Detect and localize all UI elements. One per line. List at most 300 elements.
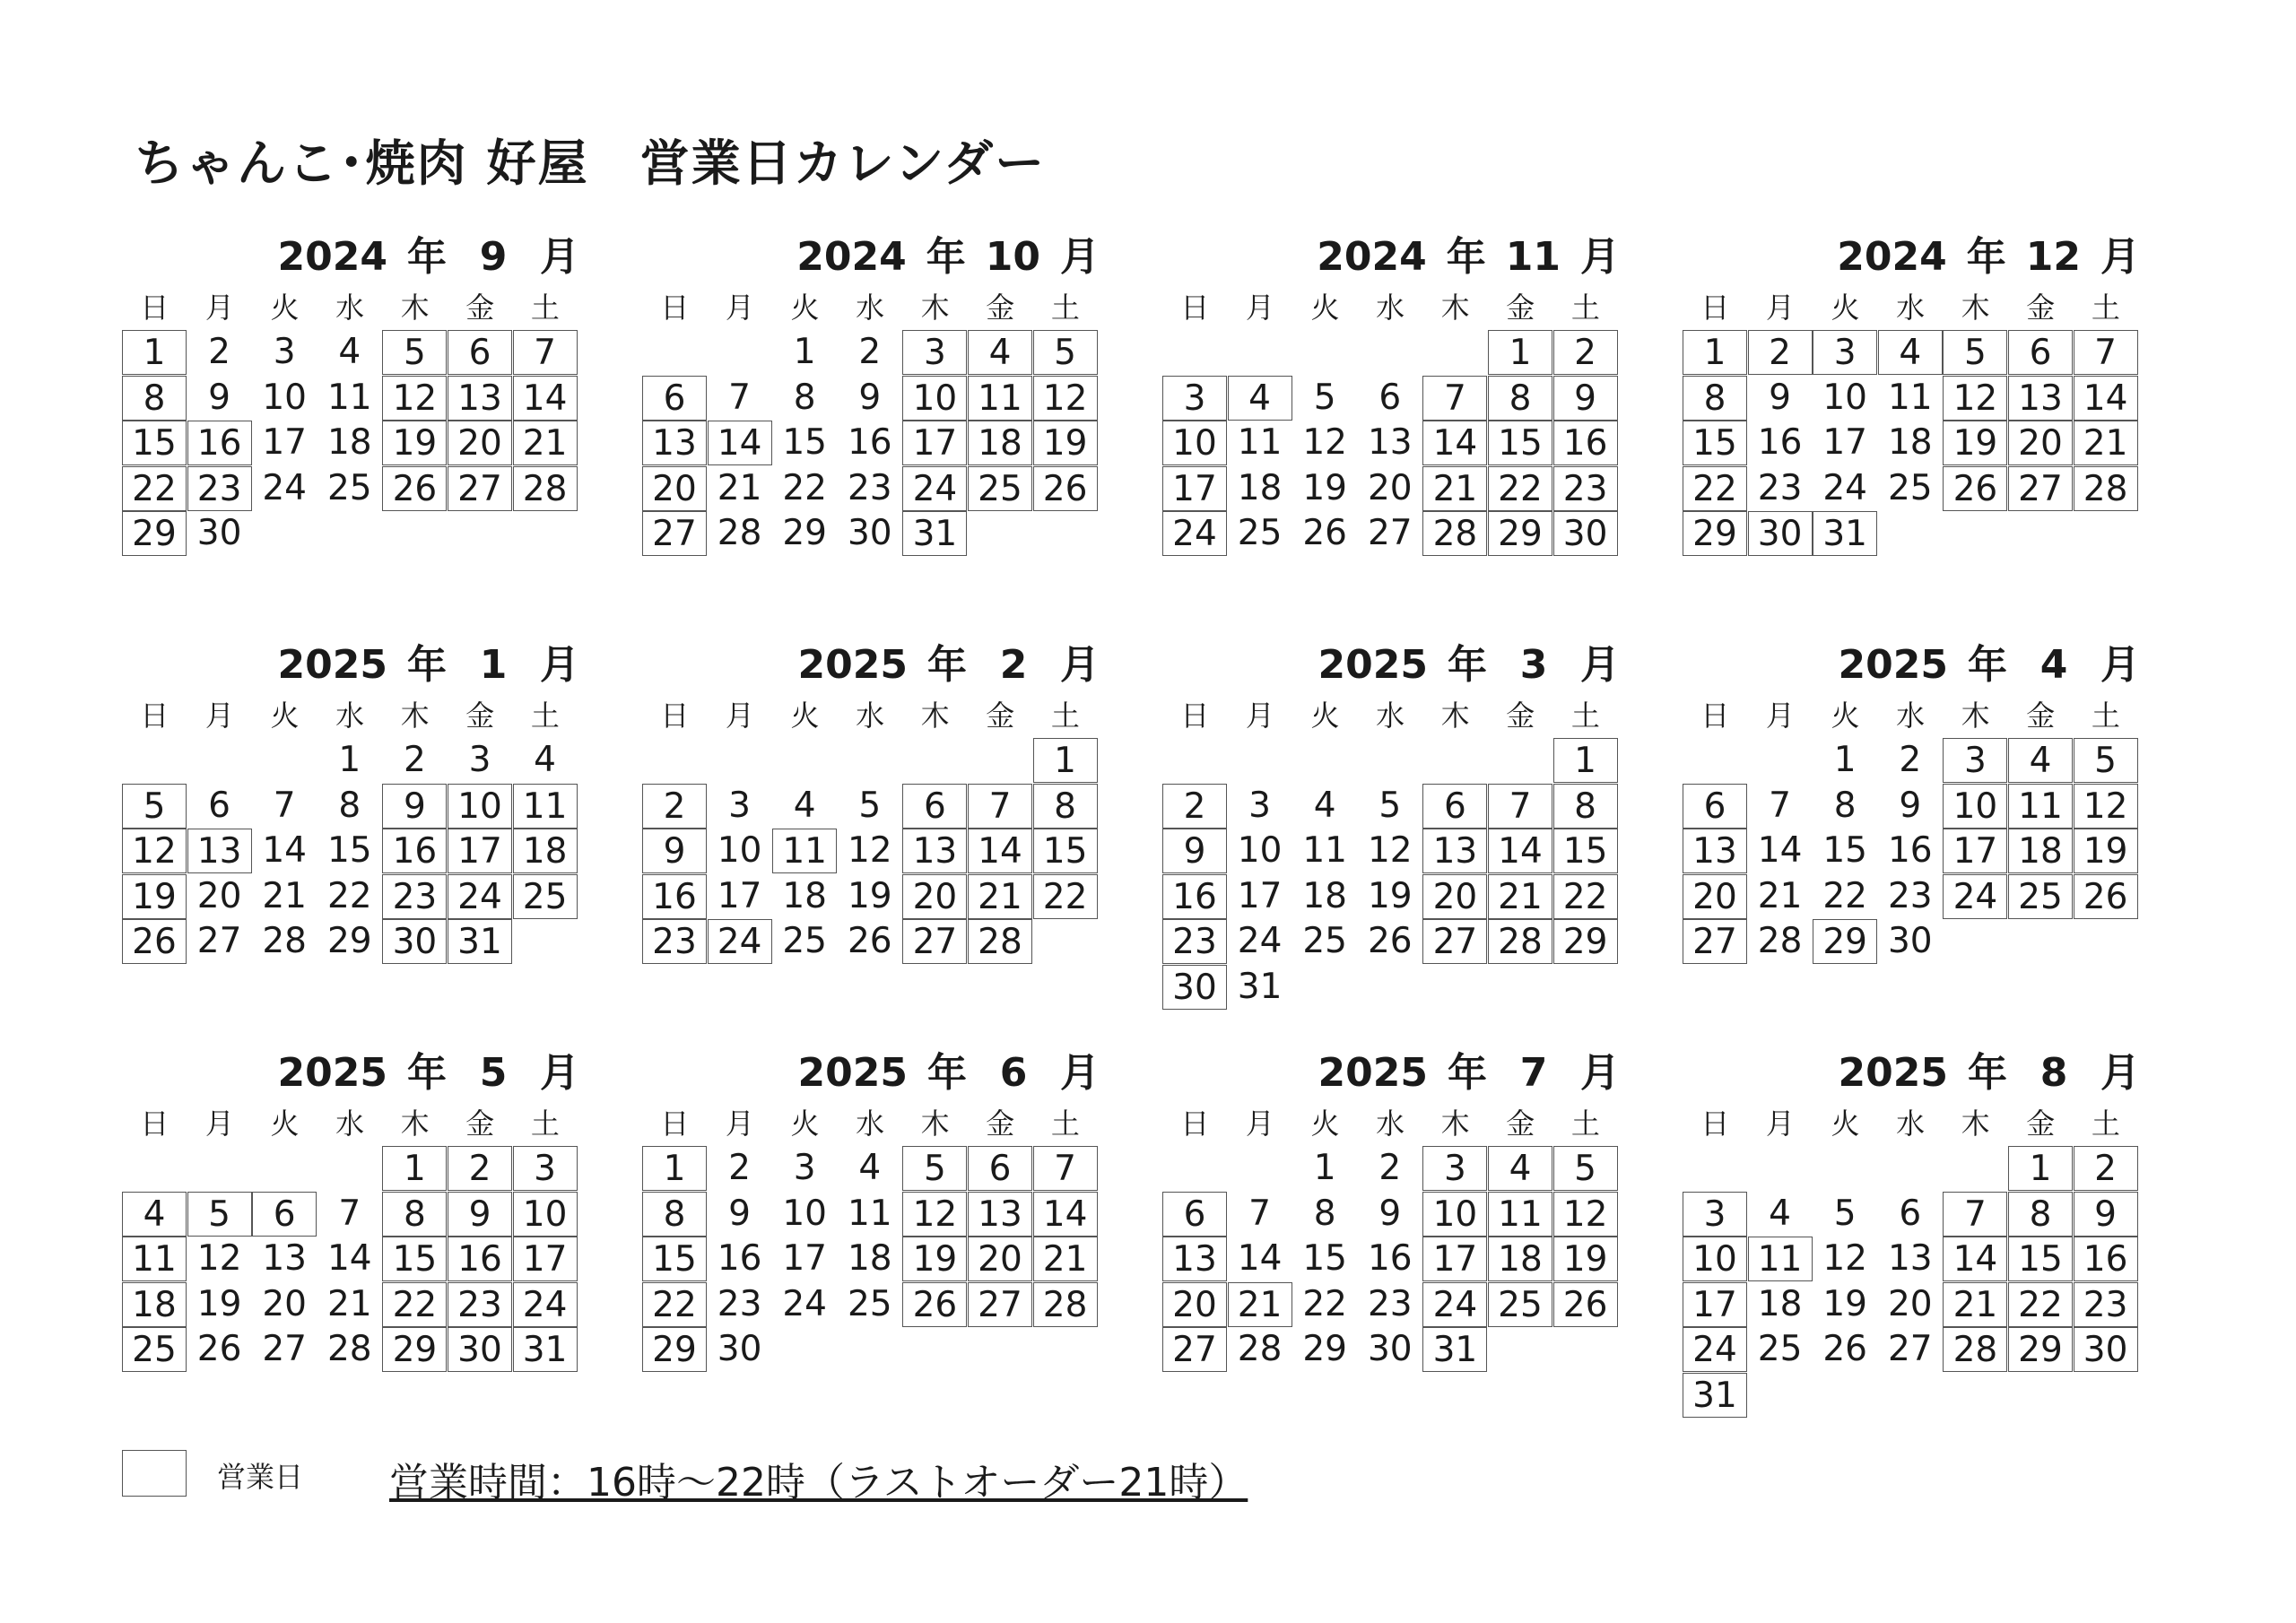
weekday-label: 木 bbox=[400, 699, 430, 733]
day-cell-open: 10 bbox=[448, 784, 512, 829]
weekday-label: 日 bbox=[1180, 291, 1210, 325]
day-cell: 19 bbox=[1302, 467, 1347, 508]
day-cell-open: 28 bbox=[1488, 919, 1552, 964]
day-cell-open: 4 bbox=[1228, 376, 1292, 421]
day-cell: 6 bbox=[1899, 1193, 1922, 1234]
day-cell: 13 bbox=[1887, 1238, 1933, 1279]
weekday-label: 土 bbox=[1050, 1107, 1080, 1141]
month-header bbox=[1839, 1040, 2140, 1094]
day-cell: 21 bbox=[326, 1283, 372, 1324]
month-header bbox=[798, 632, 1100, 686]
day-cell-open: 27 bbox=[1683, 919, 1747, 964]
weekday-label: 水 bbox=[1896, 1107, 1926, 1141]
day-cell: 30 bbox=[847, 513, 892, 553]
day-cell: 8 bbox=[793, 377, 816, 418]
day-cell-open: 18 bbox=[122, 1282, 187, 1327]
day-cell: 11 bbox=[847, 1193, 892, 1234]
day-cell-open: 13 bbox=[1683, 829, 1747, 873]
day-cell: 10 bbox=[782, 1193, 827, 1234]
day-cell-open: 22 bbox=[2008, 1282, 2073, 1327]
day-cell-open: 26 bbox=[122, 919, 187, 964]
day-cell-open: 13 bbox=[642, 421, 707, 465]
month-header bbox=[278, 632, 579, 686]
day-cell-open: 11 bbox=[1748, 1237, 1813, 1281]
day-cell-open: 24 bbox=[1683, 1327, 1747, 1372]
weekday-label: 火 bbox=[790, 1107, 820, 1141]
day-cell: 17 bbox=[717, 875, 762, 916]
weekday-label: 月 bbox=[204, 699, 234, 733]
day-cell-open: 24 bbox=[513, 1282, 578, 1327]
day-cell: 18 bbox=[1887, 422, 1933, 463]
weekday-label: 水 bbox=[1376, 291, 1405, 325]
day-cell-open: 8 bbox=[382, 1192, 447, 1237]
month-calendar bbox=[642, 224, 1100, 610]
page-title: ちゃんこ･焼肉 好屋 営業日カレンダー bbox=[135, 135, 1047, 192]
day-cell-open: 30 bbox=[1748, 511, 1813, 556]
day-cell-open: 16 bbox=[642, 874, 707, 919]
weekday-label: 火 bbox=[1831, 1107, 1860, 1141]
day-cell-open: 3 bbox=[1162, 376, 1227, 421]
day-cell: 24 bbox=[1822, 467, 1867, 508]
day-cell: 25 bbox=[782, 921, 827, 961]
day-cell-open: 29 bbox=[1813, 919, 1877, 964]
year-suffix: 年 bbox=[1966, 234, 2006, 280]
month-number: 3 bbox=[1519, 642, 1548, 688]
day-cell: 15 bbox=[782, 422, 827, 463]
day-cell-open: 5 bbox=[1943, 330, 2007, 375]
month-suffix: 月 bbox=[1060, 1050, 1100, 1096]
month-year: 2024 bbox=[277, 234, 387, 280]
weekday-label: 月 bbox=[725, 291, 754, 325]
weekday-label: 月 bbox=[1245, 699, 1274, 733]
day-cell-open: 17 bbox=[1943, 829, 2007, 873]
year-suffix: 年 bbox=[1968, 642, 2007, 688]
day-cell: 6 bbox=[1378, 377, 1402, 418]
day-cell: 17 bbox=[262, 422, 307, 463]
month-year: 2025 bbox=[277, 1050, 387, 1096]
day-cell: 7 bbox=[338, 1193, 361, 1234]
month-number: 5 bbox=[479, 1050, 508, 1096]
month-header bbox=[1318, 632, 1620, 686]
day-cell-open: 9 bbox=[1553, 376, 1618, 421]
day-cell-open: 14 bbox=[968, 829, 1032, 873]
day-cell-open: 6 bbox=[448, 330, 512, 375]
day-cell-open: 3 bbox=[1813, 330, 1877, 375]
month-number: 12 bbox=[2025, 234, 2081, 280]
day-cell-open: 22 bbox=[1488, 466, 1552, 511]
day-cell-open: 5 bbox=[902, 1146, 967, 1191]
day-cell: 14 bbox=[1237, 1238, 1283, 1279]
month-year: 2025 bbox=[797, 642, 908, 688]
day-cell-open: 6 bbox=[642, 376, 707, 421]
weekday-header bbox=[122, 693, 579, 733]
day-cell: 2 bbox=[728, 1148, 751, 1188]
day-cell-open: 17 bbox=[902, 421, 967, 465]
day-cell: 8 bbox=[1313, 1193, 1336, 1234]
weekday-header bbox=[1683, 1101, 2140, 1141]
day-cell: 23 bbox=[1367, 1283, 1413, 1324]
year-suffix: 年 bbox=[1446, 234, 1486, 280]
weekday-label: 日 bbox=[1700, 699, 1730, 733]
day-cell-open: 6 bbox=[902, 784, 967, 829]
day-cell-open: 29 bbox=[1553, 919, 1618, 964]
day-cell-open: 14 bbox=[1033, 1192, 1098, 1237]
day-cell-open: 20 bbox=[2008, 421, 2073, 465]
day-cell: 4 bbox=[1769, 1193, 1791, 1234]
day-cell: 29 bbox=[1302, 1329, 1347, 1369]
day-cell-open: 10 bbox=[1683, 1237, 1747, 1281]
day-cell: 11 bbox=[1302, 830, 1347, 871]
day-cell-open: 22 bbox=[1553, 874, 1618, 919]
weekday-label: 金 bbox=[986, 1107, 1015, 1141]
day-cell: 2 bbox=[858, 332, 882, 372]
day-cell-open: 7 bbox=[513, 330, 578, 375]
day-cell: 13 bbox=[262, 1238, 307, 1279]
day-cell-open: 1 bbox=[1033, 738, 1098, 783]
weekday-label: 水 bbox=[1896, 699, 1926, 733]
month-calendar bbox=[122, 1040, 579, 1426]
weekday-label: 火 bbox=[1310, 291, 1340, 325]
day-cell-open: 3 bbox=[513, 1146, 578, 1191]
day-cell-open: 27 bbox=[968, 1282, 1032, 1327]
weekday-label: 日 bbox=[660, 291, 690, 325]
month-calendar bbox=[1683, 1040, 2140, 1426]
day-cell-open: 8 bbox=[1553, 784, 1618, 829]
day-cell: 9 bbox=[208, 377, 230, 418]
weekday-label: 木 bbox=[920, 291, 950, 325]
day-cell: 28 bbox=[1237, 1329, 1283, 1369]
day-cell: 18 bbox=[847, 1238, 892, 1279]
day-cell-open: 1 bbox=[2008, 1146, 2073, 1191]
month-calendar bbox=[1162, 1040, 1620, 1426]
weekday-label: 水 bbox=[856, 699, 885, 733]
weekday-label: 日 bbox=[1700, 1107, 1730, 1141]
weekday-label: 水 bbox=[856, 291, 885, 325]
month-number: 9 bbox=[479, 234, 508, 280]
day-cell-open: 3 bbox=[1422, 1146, 1487, 1191]
day-cell: 21 bbox=[717, 467, 762, 508]
day-cell-open: 23 bbox=[642, 919, 707, 964]
day-cell: 16 bbox=[1757, 422, 1803, 463]
day-cell: 29 bbox=[326, 921, 372, 961]
day-cell: 8 bbox=[338, 785, 361, 826]
day-cell-open: 28 bbox=[2074, 466, 2138, 511]
day-cell-open: 8 bbox=[642, 1192, 707, 1237]
day-cell-open: 21 bbox=[1422, 466, 1487, 511]
day-cell-open: 1 bbox=[1488, 330, 1552, 375]
day-cell: 1 bbox=[793, 332, 816, 372]
day-cell-open: 8 bbox=[1488, 376, 1552, 421]
month-calendar bbox=[122, 224, 579, 610]
day-cell: 20 bbox=[1367, 467, 1413, 508]
day-cell: 23 bbox=[717, 1283, 762, 1324]
weekday-header bbox=[1162, 1101, 1620, 1141]
day-cell: 7 bbox=[728, 377, 751, 418]
month-year: 2025 bbox=[1318, 1050, 1428, 1096]
day-cell-open: 14 bbox=[2074, 376, 2138, 421]
day-cell-open: 20 bbox=[642, 466, 707, 511]
day-cell: 4 bbox=[338, 332, 361, 372]
weekday-label: 金 bbox=[986, 291, 1015, 325]
day-cell-open: 31 bbox=[902, 511, 967, 556]
day-cell-open: 18 bbox=[1488, 1237, 1552, 1281]
day-cell: 29 bbox=[782, 513, 827, 553]
day-cell-open: 9 bbox=[448, 1192, 512, 1237]
day-cell: 19 bbox=[1367, 875, 1413, 916]
day-cell-open: 7 bbox=[1488, 784, 1552, 829]
day-cell: 20 bbox=[262, 1283, 307, 1324]
weekday-label: 月 bbox=[725, 699, 754, 733]
month-suffix: 月 bbox=[540, 642, 579, 688]
day-cell-open: 23 bbox=[448, 1282, 512, 1327]
day-cell: 21 bbox=[1757, 875, 1803, 916]
weekday-label: 金 bbox=[465, 291, 495, 325]
day-cell: 3 bbox=[468, 740, 491, 780]
day-cell: 18 bbox=[1237, 467, 1283, 508]
weekday-label: 日 bbox=[660, 1107, 690, 1141]
day-cell-open: 29 bbox=[642, 1327, 707, 1372]
day-cell-open: 1 bbox=[1553, 738, 1618, 783]
day-cell-open: 5 bbox=[187, 1192, 252, 1237]
day-cell: 7 bbox=[273, 785, 296, 826]
weekday-label: 木 bbox=[920, 699, 950, 733]
weekday-label: 木 bbox=[1440, 291, 1470, 325]
month-number: 11 bbox=[1505, 234, 1561, 280]
day-cell-open: 13 bbox=[902, 829, 967, 873]
weekday-label: 土 bbox=[2091, 699, 2120, 733]
year-suffix: 年 bbox=[407, 234, 447, 280]
day-cell-open: 15 bbox=[1683, 421, 1747, 465]
day-cell-open: 31 bbox=[513, 1327, 578, 1372]
month-year: 2025 bbox=[1318, 642, 1428, 688]
year-suffix: 年 bbox=[407, 1050, 447, 1096]
day-cell: 11 bbox=[1237, 422, 1283, 463]
month-number: 8 bbox=[2039, 1050, 2068, 1096]
weekday-label: 水 bbox=[1896, 291, 1926, 325]
month-year: 2024 bbox=[796, 234, 907, 280]
day-cell: 18 bbox=[326, 422, 372, 463]
day-cell-open: 13 bbox=[448, 376, 512, 421]
day-cell: 23 bbox=[1887, 875, 1933, 916]
day-cell-open: 13 bbox=[187, 829, 252, 873]
day-cell: 12 bbox=[196, 1238, 242, 1279]
day-cell-open: 12 bbox=[2074, 784, 2138, 829]
day-cell-open: 9 bbox=[642, 829, 707, 873]
month-suffix: 月 bbox=[2100, 642, 2140, 688]
day-cell-open: 25 bbox=[2008, 874, 2073, 919]
day-cell-open: 3 bbox=[1683, 1192, 1747, 1237]
day-cell-open: 24 bbox=[1422, 1282, 1487, 1327]
day-cell-open: 25 bbox=[122, 1327, 187, 1372]
day-cell: 7 bbox=[1248, 1193, 1271, 1234]
day-cell-open: 7 bbox=[2074, 330, 2138, 375]
day-cell-open: 16 bbox=[1162, 874, 1227, 919]
day-cell-open: 30 bbox=[1162, 965, 1227, 1010]
day-cell-open: 21 bbox=[1488, 874, 1552, 919]
day-cell-open: 31 bbox=[448, 919, 512, 964]
day-cell-open: 6 bbox=[1422, 784, 1487, 829]
day-cell-open: 18 bbox=[968, 421, 1032, 465]
year-suffix: 年 bbox=[927, 1050, 967, 1096]
day-cell-open: 27 bbox=[642, 511, 707, 556]
day-cell: 26 bbox=[196, 1329, 242, 1369]
day-cell: 12 bbox=[1302, 422, 1347, 463]
month-number: 10 bbox=[985, 234, 1040, 280]
day-cell: 15 bbox=[1302, 1238, 1347, 1279]
weekday-label: 月 bbox=[1765, 699, 1795, 733]
day-cell-open: 17 bbox=[1162, 466, 1227, 511]
weekday-label: 日 bbox=[1180, 699, 1210, 733]
day-cell-open: 19 bbox=[382, 421, 447, 465]
year-suffix: 年 bbox=[1968, 1050, 2007, 1096]
day-cell: 3 bbox=[273, 332, 296, 372]
day-cell-open: 26 bbox=[902, 1282, 967, 1327]
month-suffix: 月 bbox=[2100, 1050, 2140, 1096]
day-cell-open: 19 bbox=[1553, 1237, 1618, 1281]
weekday-header bbox=[1162, 693, 1620, 733]
day-cell-open: 21 bbox=[1943, 1282, 2007, 1327]
day-cell-open: 19 bbox=[1943, 421, 2007, 465]
day-cell-open: 10 bbox=[1162, 421, 1227, 465]
day-cell-open: 12 bbox=[1943, 376, 2007, 421]
day-cell-open: 10 bbox=[1943, 784, 2007, 829]
weekday-label: 金 bbox=[2026, 291, 2056, 325]
weekday-label: 木 bbox=[400, 291, 430, 325]
day-cell: 11 bbox=[326, 377, 372, 418]
day-cell-open: 21 bbox=[2074, 421, 2138, 465]
day-cell-open: 26 bbox=[2074, 874, 2138, 919]
legend-swatch bbox=[122, 1450, 187, 1497]
weekday-label: 水 bbox=[856, 1107, 885, 1141]
day-cell: 30 bbox=[196, 513, 242, 553]
day-cell-open: 22 bbox=[1683, 466, 1747, 511]
day-cell-open: 6 bbox=[2008, 330, 2073, 375]
day-cell-open: 11 bbox=[1488, 1192, 1552, 1237]
day-cell-open: 11 bbox=[122, 1237, 187, 1281]
month-header bbox=[1318, 1040, 1620, 1094]
month-calendar bbox=[1683, 632, 2140, 1018]
day-cell-open: 19 bbox=[902, 1237, 967, 1281]
day-cell-open: 20 bbox=[1162, 1282, 1227, 1327]
day-cell: 2 bbox=[403, 740, 426, 780]
day-cell-open: 4 bbox=[1488, 1146, 1552, 1191]
month-calendar bbox=[642, 632, 1100, 1018]
month-year: 2024 bbox=[1837, 234, 1947, 280]
day-cell-open: 12 bbox=[382, 376, 447, 421]
month-header bbox=[278, 224, 579, 278]
weekday-label: 水 bbox=[1376, 1107, 1405, 1141]
day-cell: 3 bbox=[1248, 785, 1271, 826]
day-cell-open: 15 bbox=[1553, 829, 1618, 873]
day-cell: 1 bbox=[1313, 1148, 1336, 1188]
day-cell: 2 bbox=[1899, 740, 1922, 780]
weekday-label: 月 bbox=[725, 1107, 754, 1141]
day-cell: 24 bbox=[262, 467, 307, 508]
day-cell-open: 16 bbox=[1553, 421, 1618, 465]
day-cell-open: 16 bbox=[382, 829, 447, 873]
day-cell-open: 24 bbox=[708, 919, 772, 964]
weekday-header bbox=[1683, 693, 2140, 733]
day-cell-open: 30 bbox=[382, 919, 447, 964]
day-cell-open: 14 bbox=[1488, 829, 1552, 873]
day-cell-open: 29 bbox=[1488, 511, 1552, 556]
day-cell: 25 bbox=[1302, 921, 1347, 961]
day-cell-open: 23 bbox=[2074, 1282, 2138, 1327]
day-cell: 9 bbox=[1899, 785, 1922, 826]
day-cell-open: 26 bbox=[382, 466, 447, 511]
day-cell: 28 bbox=[1757, 921, 1803, 961]
day-cell-open: 1 bbox=[122, 330, 187, 375]
day-cell-open: 9 bbox=[2074, 1192, 2138, 1237]
month-header bbox=[798, 1040, 1100, 1094]
weekday-label: 日 bbox=[140, 291, 170, 325]
weekday-label: 日 bbox=[1180, 1107, 1210, 1141]
day-cell-open: 4 bbox=[968, 330, 1032, 375]
weekday-header bbox=[1683, 285, 2140, 325]
day-cell-open: 21 bbox=[513, 421, 578, 465]
day-cell-open: 25 bbox=[1488, 1282, 1552, 1327]
day-cell-open: 27 bbox=[1162, 1327, 1227, 1372]
day-cell: 27 bbox=[196, 921, 242, 961]
day-cell: 12 bbox=[1822, 1238, 1867, 1279]
day-cell: 25 bbox=[1237, 513, 1283, 553]
day-cell: 24 bbox=[782, 1283, 827, 1324]
day-cell-open: 2 bbox=[1162, 784, 1227, 829]
day-cell: 5 bbox=[1378, 785, 1402, 826]
day-cell-open: 24 bbox=[1943, 874, 2007, 919]
day-cell: 10 bbox=[262, 377, 307, 418]
year-suffix: 年 bbox=[1448, 1050, 1487, 1096]
day-cell-open: 23 bbox=[1162, 919, 1227, 964]
month-header bbox=[278, 1040, 579, 1094]
day-cell: 5 bbox=[1313, 377, 1336, 418]
day-cell-open: 27 bbox=[1422, 919, 1487, 964]
weekday-label: 火 bbox=[270, 1107, 300, 1141]
day-cell-open: 24 bbox=[448, 874, 512, 919]
day-cell-open: 14 bbox=[708, 421, 772, 465]
day-cell-open: 4 bbox=[1878, 330, 1943, 375]
weekday-label: 金 bbox=[1506, 1107, 1535, 1141]
weekday-label: 日 bbox=[140, 699, 170, 733]
weekday-label: 木 bbox=[1961, 1107, 1990, 1141]
day-cell: 12 bbox=[1367, 830, 1413, 871]
weekday-label: 土 bbox=[1570, 699, 1600, 733]
day-cell-open: 29 bbox=[1683, 511, 1747, 556]
day-cell-open: 6 bbox=[252, 1192, 317, 1237]
day-cell-open: 10 bbox=[1422, 1192, 1487, 1237]
day-cell: 4 bbox=[534, 740, 556, 780]
day-cell: 21 bbox=[262, 875, 307, 916]
day-cell: 23 bbox=[847, 467, 892, 508]
day-cell: 19 bbox=[1822, 1283, 1867, 1324]
month-year: 2025 bbox=[1838, 642, 1948, 688]
weekday-label: 木 bbox=[400, 1107, 430, 1141]
day-cell: 22 bbox=[326, 875, 372, 916]
day-cell-open: 5 bbox=[2074, 738, 2138, 783]
day-cell: 8 bbox=[1833, 785, 1857, 826]
day-cell: 14 bbox=[262, 830, 307, 871]
month-suffix: 月 bbox=[1060, 642, 1100, 688]
day-cell-open: 2 bbox=[1748, 330, 1813, 375]
day-cell-open: 17 bbox=[448, 829, 512, 873]
weekday-label: 木 bbox=[1961, 699, 1990, 733]
day-cell-open: 31 bbox=[1813, 511, 1877, 556]
day-cell: 9 bbox=[728, 1193, 751, 1234]
day-cell-open: 10 bbox=[513, 1192, 578, 1237]
month-calendar bbox=[1162, 224, 1620, 610]
day-cell-open: 31 bbox=[1422, 1327, 1487, 1372]
day-cell-open: 9 bbox=[382, 784, 447, 829]
